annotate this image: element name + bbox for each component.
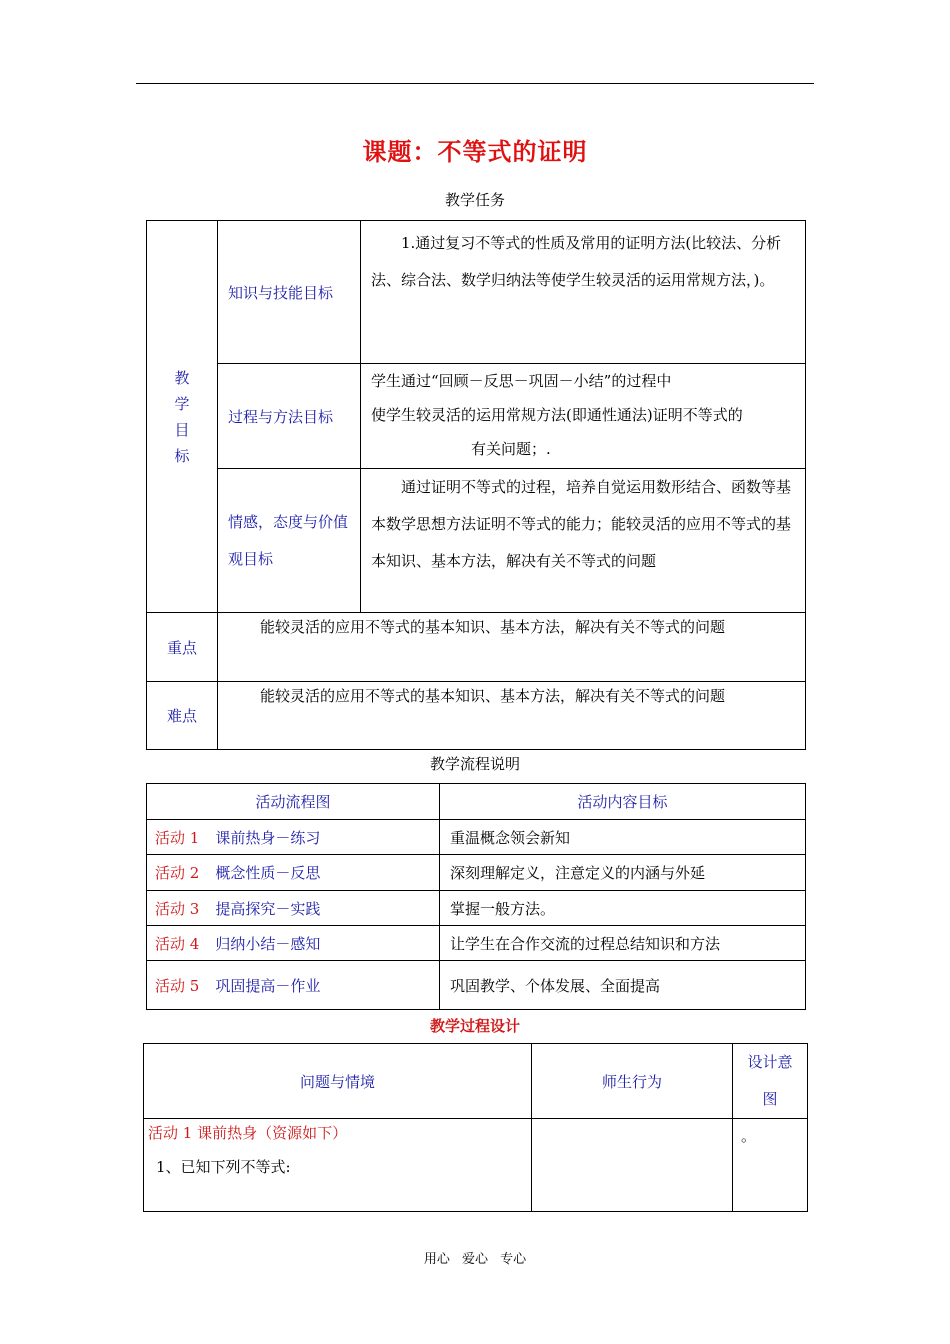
header-rule: [136, 83, 814, 84]
goal-text-process-1: 学生通过“回顾－反思－巩固－小结”的过程中: [371, 372, 672, 390]
difficulty-content: 能较灵活的应用不等式的基本知识、基本方法，解决有关不等式的问题: [218, 682, 806, 750]
design-header-intent-2: 图: [762, 1090, 778, 1108]
goal-label-knowledge: 知识与技能目标: [218, 221, 361, 364]
flow-activity-name: 提高探究－实践: [215, 899, 321, 918]
page-title: 课题：不等式的证明: [362, 138, 588, 166]
goals-group-char: 学: [174, 394, 190, 413]
flow-activity-num: 活动 2: [155, 864, 200, 882]
design-activity-label: 活动 1 课前热身（资源如下）: [148, 1124, 348, 1142]
flow-row: [147, 961, 806, 1010]
flow-row: [147, 891, 806, 926]
goals-group-label: [147, 221, 218, 613]
flow-activity-num: 活动 1: [155, 828, 200, 847]
goal-label-process: 过程与方法目标: [218, 364, 361, 469]
flow-activity-num: 活动 4: [155, 934, 200, 953]
flow-activity-name: 巩固提高－作业: [215, 976, 321, 995]
goals-group-char: 目: [174, 420, 190, 439]
flow-activity-content: 重温概念领会新知: [440, 820, 806, 855]
goals-group-char: 教: [174, 368, 190, 387]
flow-row: [147, 855, 806, 891]
goal-text-knowledge: 1.通过复习不等式的性质及常用的证明方法(比较法、分析法、综合法、数学归纳法等使学生较灵活的运用常规方法，)。: [371, 234, 782, 289]
goal-content-process: [361, 364, 806, 469]
goals-table: [146, 220, 806, 750]
flow-activity-content: 掌握一般方法。: [440, 891, 806, 926]
flow-activity-num: 活动 3: [155, 899, 200, 918]
flow-caption: 教学流程说明: [429, 755, 520, 773]
goal-text-emotion: 通过证明不等式的过程，培养自觉运用数形结合、函数等基本数学思想方法证明不等式的能力；能较灵活的应用不等式的基本知识、基本方法，解决有关不等式的问题: [371, 478, 792, 570]
flow-header-content: 活动内容目标: [440, 784, 806, 820]
goal-text-process-3: 有关问题；.: [471, 440, 551, 458]
design-row-intent: 。: [733, 1119, 808, 1212]
design-header-problem: 问题与情境: [144, 1044, 532, 1119]
design-item-1: 1、已知下列不等式:: [156, 1158, 291, 1176]
design-header-behavior: 师生行为: [532, 1044, 733, 1119]
goal-content-emotion: [361, 469, 806, 613]
key-point-label: 重点: [147, 613, 218, 682]
design-caption: 教学过程设计: [429, 1017, 520, 1035]
key-point-content: 能较灵活的应用不等式的基本知识、基本方法，解决有关不等式的问题: [218, 613, 806, 682]
flow-table: [146, 783, 806, 1010]
goal-content-knowledge: [361, 221, 806, 364]
flow-activity-content: 深刻理解定义，注意定义的内涵与外延: [440, 855, 806, 891]
design-header-intent-1: 设计意: [747, 1053, 793, 1071]
flow-activity-num: 活动 5: [155, 976, 200, 995]
design-row-behavior: [532, 1119, 733, 1212]
flow-row: [147, 926, 806, 961]
flow-activity-content: 让学生在合作交流的过程总结知识和方法: [440, 926, 806, 961]
flow-activity-content: 巩固教学、个体发展、全面提高: [440, 961, 806, 1010]
flow-activity-name: 课前热身－练习: [215, 828, 321, 847]
design-row-problem: [144, 1119, 532, 1212]
task-caption: 教学任务: [444, 191, 505, 209]
goal-label-emotion: 情感，态度与价值观目标: [218, 469, 361, 613]
goals-group-char: 标: [174, 446, 190, 465]
flow-activity-name: 概念性质－反思: [215, 864, 321, 882]
design-table: [143, 1043, 808, 1212]
flow-row: [147, 820, 806, 855]
design-header-intent: [733, 1044, 808, 1119]
goal-text-process-2: 使学生较灵活的运用常规方法(即通性通法)证明不等式的: [371, 406, 743, 424]
difficulty-label: 难点: [147, 682, 218, 750]
flow-header-chart: 活动流程图: [147, 784, 440, 820]
flow-activity-name: 归纳小结－感知: [215, 934, 321, 953]
page-footer: 用心 爱心 专心: [423, 1252, 527, 1267]
